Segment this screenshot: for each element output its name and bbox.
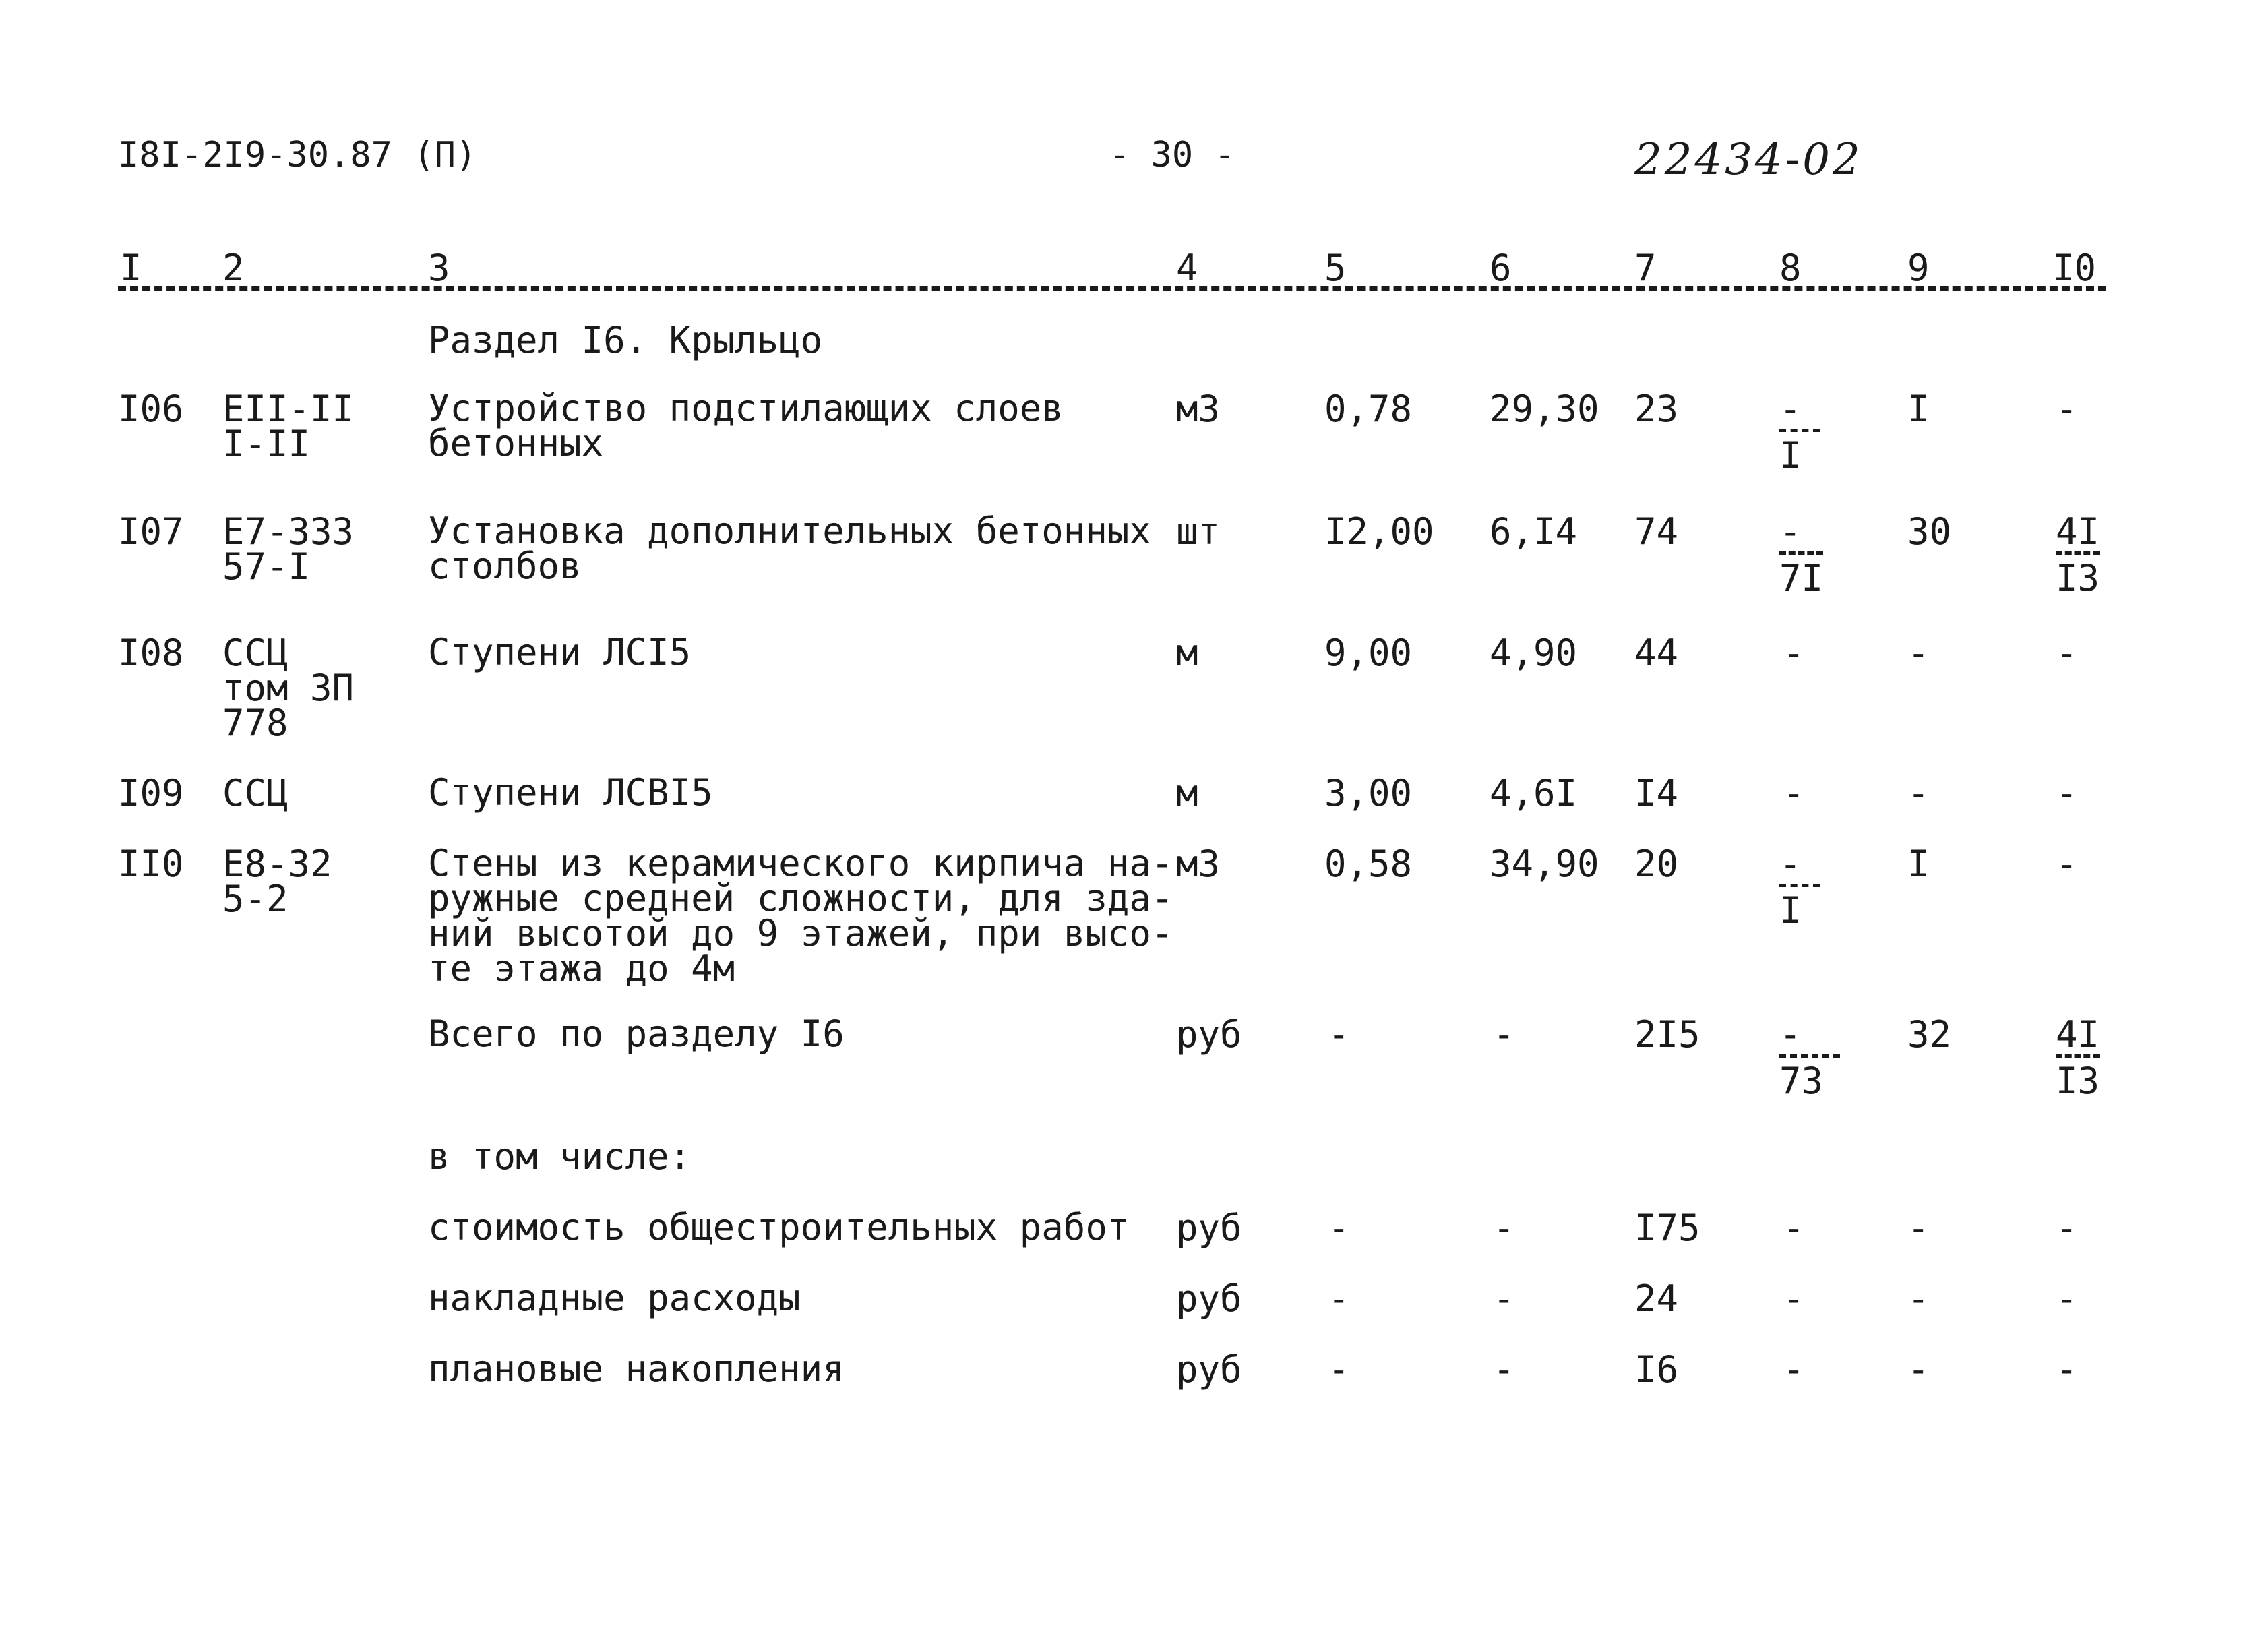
col8-top: - xyxy=(1779,391,1820,432)
row-code-line: 5-2 xyxy=(222,878,288,920)
row-col10: - xyxy=(2056,843,2078,885)
row-col10: - xyxy=(2056,632,2078,674)
row-description-line: ний высотой до 9 этажей, при высо- xyxy=(428,912,1173,955)
totals-total: 2I5 xyxy=(1634,1013,1700,1056)
row-unit: м3 xyxy=(1176,388,1221,430)
row-unit: м xyxy=(1176,632,1198,674)
column-number-2: 2 xyxy=(222,247,245,289)
row-number: I09 xyxy=(118,772,184,814)
row-unit: м xyxy=(1176,772,1198,814)
col8-bottom: 73 xyxy=(1779,1060,1824,1102)
row-code-line: EII-II xyxy=(222,388,355,430)
column-number-9: 9 xyxy=(1907,247,1930,289)
col8-bottom: I xyxy=(1779,889,1802,932)
breakdown-col10: - xyxy=(2056,1277,2078,1320)
row-price: 4,90 xyxy=(1490,632,1578,674)
row-col10: - xyxy=(2056,772,2078,814)
row-description-line: столбов xyxy=(428,545,582,587)
row-col8: - xyxy=(1783,632,1805,674)
breakdown-price: - xyxy=(1493,1277,1515,1320)
header-divider xyxy=(118,286,2106,291)
section-title: Раздел I6. Крыльцо xyxy=(428,319,823,361)
breakdown-total: I6 xyxy=(1634,1348,1679,1391)
row-code-line: ССЦ xyxy=(222,632,288,674)
row-col9: - xyxy=(1907,772,1930,814)
row-unit: м3 xyxy=(1176,843,1221,885)
col8-bottom: 7I xyxy=(1779,557,1824,599)
col8-top: - xyxy=(1779,846,1820,887)
breakdown-price: - xyxy=(1493,1207,1515,1249)
row-description-line: Устройство подстилающих слоев xyxy=(428,387,1064,429)
totals-price: - xyxy=(1493,1013,1515,1056)
row-number: I08 xyxy=(118,632,184,674)
column-number-7: 7 xyxy=(1634,247,1657,289)
breakdown-label: стоимость общестроительных работ xyxy=(428,1206,1130,1248)
breakdown-quantity: - xyxy=(1328,1207,1350,1249)
row-col8-fraction xyxy=(1779,510,1824,599)
breakdown-col9: - xyxy=(1907,1348,1930,1391)
totals-label: Всего по разделу I6 xyxy=(428,1013,845,1055)
column-number-4: 4 xyxy=(1176,247,1198,289)
row-number: I06 xyxy=(118,388,184,430)
breakdown-quantity: - xyxy=(1328,1277,1350,1320)
row-code-line: E7-333 xyxy=(222,510,355,553)
breakdown-unit: руб xyxy=(1176,1348,1242,1391)
row-col9: I xyxy=(1907,388,1930,430)
row-quantity: 9,00 xyxy=(1324,632,1413,674)
breakdown-unit: руб xyxy=(1176,1207,1242,1249)
row-col10: - xyxy=(2056,388,2078,430)
row-col8-fraction xyxy=(1779,843,1820,932)
breakdown-label: накладные расходы xyxy=(428,1277,801,1319)
row-quantity: I2,00 xyxy=(1324,510,1434,553)
row-quantity: 3,00 xyxy=(1324,772,1413,814)
breakdown-unit: руб xyxy=(1176,1277,1242,1320)
handwritten-number: 22434-02 xyxy=(1634,135,1863,185)
row-description-line: Установка дополнительных бетонных xyxy=(428,510,1151,552)
breakdown-col8: - xyxy=(1783,1348,1805,1391)
breakdown-col10: - xyxy=(2056,1348,2078,1391)
row-price: 6,I4 xyxy=(1490,510,1578,553)
breakdown-price: - xyxy=(1493,1348,1515,1391)
breakdown-col8: - xyxy=(1783,1277,1805,1320)
row-total: 74 xyxy=(1634,510,1679,553)
row-description-line: Стены из керамического кирпича на- xyxy=(428,842,1173,884)
totals-col9: 32 xyxy=(1907,1013,1952,1056)
column-number-6: 6 xyxy=(1490,247,1512,289)
col10-top: 4I xyxy=(2056,514,2100,555)
row-col8: - xyxy=(1783,772,1805,814)
col8-top: - xyxy=(1779,514,1823,555)
breakdown-quantity: - xyxy=(1328,1348,1350,1391)
breakdown-col8: - xyxy=(1783,1207,1805,1249)
row-total: I4 xyxy=(1634,772,1679,814)
col8-top: - xyxy=(1779,1017,1840,1058)
col10-bottom: I3 xyxy=(2056,557,2100,599)
row-code-line: ССЦ xyxy=(222,772,288,814)
row-price: 29,30 xyxy=(1490,388,1599,430)
row-col9: I xyxy=(1907,843,1930,885)
row-quantity: 0,58 xyxy=(1324,843,1413,885)
breakdown-label: плановые накопления xyxy=(428,1348,845,1390)
row-total: 23 xyxy=(1634,388,1679,430)
row-col9: - xyxy=(1907,632,1930,674)
breakdown-col9: - xyxy=(1907,1277,1930,1320)
column-number-3: 3 xyxy=(428,247,450,289)
row-code-line: E8-32 xyxy=(222,843,332,885)
row-description-line: бетонных xyxy=(428,422,604,464)
col8-bottom: I xyxy=(1779,434,1802,477)
row-col10-fraction xyxy=(2056,510,2100,599)
breakdown-total: I75 xyxy=(1634,1207,1700,1249)
row-col8-fraction xyxy=(1779,388,1820,477)
row-number: II0 xyxy=(118,843,184,885)
document-code: I8I-2I9-30.87 (П) xyxy=(118,135,477,175)
row-number: I07 xyxy=(118,510,184,553)
row-code-line: 57-I xyxy=(222,545,311,588)
row-description-line: те этажа до 4м xyxy=(428,947,735,990)
row-description-line: Ступени ЛСВI5 xyxy=(428,771,713,814)
row-col9: 30 xyxy=(1907,510,1952,553)
column-number-1: I xyxy=(120,247,142,289)
row-quantity: 0,78 xyxy=(1324,388,1413,430)
row-total: 44 xyxy=(1634,632,1679,674)
row-code-line: 778 xyxy=(222,702,288,744)
row-total: 20 xyxy=(1634,843,1679,885)
row-description-line: ружные средней сложности, для зда- xyxy=(428,877,1173,919)
row-code-line: том 3П xyxy=(222,667,355,709)
breakdown-col9: - xyxy=(1907,1207,1930,1249)
breakdown-total: 24 xyxy=(1634,1277,1679,1320)
totals-unit: руб xyxy=(1176,1013,1242,1056)
totals-col8-fraction xyxy=(1779,1013,1840,1102)
row-unit: шт xyxy=(1176,510,1221,553)
page-number: - 30 - xyxy=(1109,135,1235,175)
col10-bottom: I3 xyxy=(2056,1060,2100,1102)
row-code-line: I-II xyxy=(222,423,311,465)
column-number-5: 5 xyxy=(1324,247,1347,289)
totals-quantity: - xyxy=(1328,1013,1350,1056)
row-price: 4,6I xyxy=(1490,772,1578,814)
column-number-8: 8 xyxy=(1779,247,1802,289)
col10-top: 4I xyxy=(2056,1017,2100,1058)
breakdown-col10: - xyxy=(2056,1207,2078,1249)
row-description-line: Ступени ЛСI5 xyxy=(428,631,692,673)
row-price: 34,90 xyxy=(1490,843,1599,885)
column-number-10: I0 xyxy=(2052,247,2097,289)
totals-col10-fraction xyxy=(2056,1013,2100,1102)
including-label: в том числе: xyxy=(428,1135,692,1178)
